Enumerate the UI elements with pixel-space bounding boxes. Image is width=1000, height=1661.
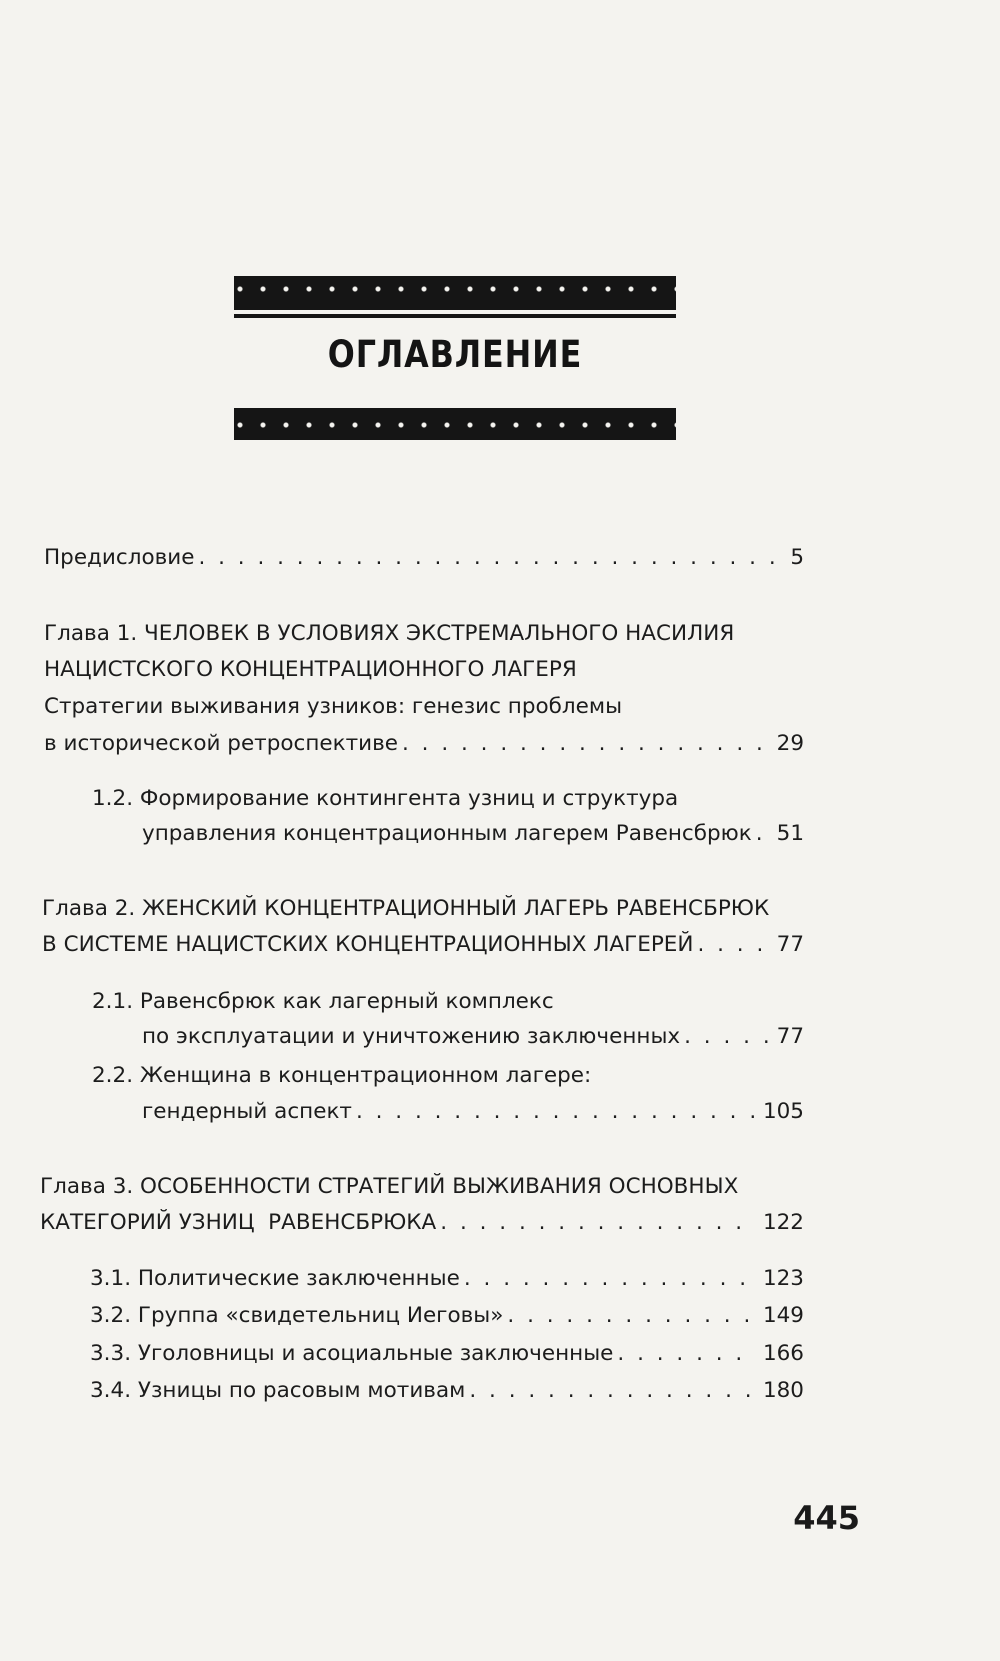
toc-page-number: 122 [762, 1210, 804, 1235]
section-label: Группа «свидетельниц Иеговы» [137, 1303, 504, 1328]
chapter-2-title-line-2 [42, 928, 804, 962]
section-label: Женщина в концентрационном лагере: [139, 1063, 592, 1088]
section-label: Узницы по расовым мотивам [137, 1378, 466, 1403]
toc-page-number: 77 [776, 932, 804, 957]
section-number: 3.3. [90, 1341, 132, 1366]
toc-entry-label [90, 1374, 465, 1408]
toc-entry-label: в исторической ретроспективе [44, 731, 398, 756]
section-number: 3.2. [90, 1303, 132, 1328]
chapter-3-title-line-2 [40, 1206, 804, 1240]
toc-entry-preface [44, 541, 804, 575]
toc-entry-label [90, 1262, 460, 1296]
dot-leader [440, 1206, 757, 1240]
chapter-1-subtitle-line-2 [44, 727, 804, 761]
toc-page-number: 29 [776, 731, 804, 756]
chapter-3-title-line-1: Глава 3. ОСОБЕННОСТИ СТРАТЕГИЙ ВЫЖИВАНИЯ ОСНОВНЫХ [40, 1174, 739, 1199]
dot-leader [356, 1095, 757, 1129]
ornament-bar-bottom [234, 408, 676, 440]
toc-entry-label: В СИСТЕМЕ НАЦИСТСКИХ КОНЦЕНТРАЦИОННЫХ ЛАГЕРЕЙ [42, 932, 694, 957]
section-label: Политические заключенные [137, 1266, 460, 1291]
section-number: 1.2. [92, 786, 134, 811]
section-3-2 [90, 1299, 804, 1333]
toc-entry-label [90, 1299, 503, 1333]
dot-leader [684, 1020, 771, 1054]
section-3-3 [90, 1337, 804, 1371]
section-number: 2.2. [92, 1063, 134, 1088]
toc-page-number: 180 [762, 1378, 804, 1403]
section-2-1-line-1 [92, 985, 554, 1019]
toc-entry-label: гендерный аспект [142, 1099, 352, 1124]
toc-entry-label: управления концентрационным лагерем Равенсбрюк [142, 821, 752, 846]
dot-leader [464, 1262, 757, 1296]
section-1-2-line-2 [142, 817, 804, 851]
dot-leader [469, 1374, 757, 1408]
section-3-4 [90, 1374, 804, 1408]
dot-leader [198, 541, 784, 575]
section-label: Формирование контингента узниц и структура [139, 786, 679, 811]
toc-page-number: 77 [776, 1024, 804, 1049]
section-3-1 [90, 1262, 804, 1296]
toc-page-number: 149 [762, 1303, 804, 1328]
section-label: Уголовницы и асоциальные заключенные [137, 1341, 614, 1366]
toc-page-number: 105 [762, 1099, 804, 1124]
section-1-2-line-1 [92, 782, 678, 816]
toc-entry-label [90, 1337, 613, 1371]
section-label: Равенсбрюк как лагерный комплекс [139, 989, 554, 1014]
dot-leader [617, 1337, 757, 1371]
toc-page-number: 5 [790, 545, 804, 570]
section-2-1-line-2 [142, 1020, 804, 1054]
ornament-bar-top [234, 276, 676, 310]
folio-page-number: 445 [793, 1499, 860, 1537]
ornament-rule-top [234, 314, 676, 318]
chapter-1-title-line-2: НАЦИСТСКОГО КОНЦЕНТРАЦИОННОГО ЛАГЕРЯ [44, 657, 577, 682]
chapter-2-title-line-1: Глава 2. ЖЕНСКИЙ КОНЦЕНТРАЦИОННЫЙ ЛАГЕРЬ РАВЕНСБРЮК [42, 896, 770, 921]
toc-entry-label: по эксплуатации и уничтожению заключенных [142, 1024, 681, 1049]
toc-page-number: 51 [776, 821, 804, 846]
dot-leader [507, 1299, 757, 1333]
dot-leader [697, 928, 770, 962]
section-2-2-line-1 [92, 1059, 591, 1093]
chapter-1-subtitle-line-1: Стратегии выживания узников: генезис проблемы [44, 694, 623, 719]
section-number: 3.1. [90, 1266, 132, 1291]
dot-leader [402, 727, 771, 761]
toc-entry-label: КАТЕГОРИЙ УЗНИЦ РАВЕНСБРЮКА [40, 1210, 437, 1235]
dot-leader [756, 817, 771, 851]
toc-page-number: 166 [762, 1341, 804, 1366]
section-number: 3.4. [90, 1378, 132, 1403]
toc-entry-label: Предисловие [44, 545, 195, 570]
page-title: ОГЛАВЛЕНИЕ [327, 333, 583, 376]
toc-page-number: 123 [762, 1266, 804, 1291]
chapter-1-title-line-1: Глава 1. ЧЕЛОВЕК В УСЛОВИЯХ ЭКСТРЕМАЛЬНОГО НАСИЛИЯ [44, 621, 735, 646]
section-2-2-line-2 [142, 1095, 804, 1129]
section-number: 2.1. [92, 989, 134, 1014]
